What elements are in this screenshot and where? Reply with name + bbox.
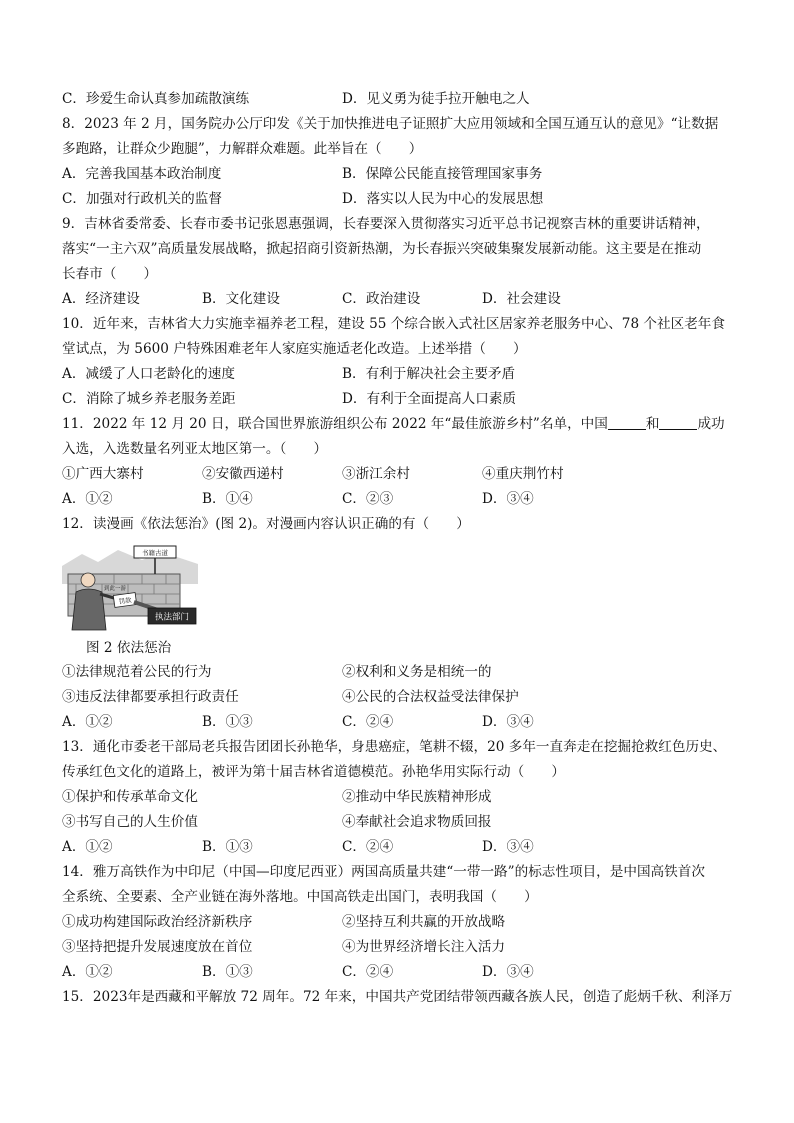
q13-option-b: B．①③ xyxy=(202,839,253,855)
q12-option-a: A．①② xyxy=(62,714,113,730)
q9-stem-line-2: 落实“一主六双”高质量发展战略，掀起招商引资新热潮，为长春振兴突破集聚发展新动能。这主要是在推动 xyxy=(62,241,702,257)
q14-statement-3: ③坚持把提升发展速度放在首位 xyxy=(62,939,253,955)
q8-options-cd xyxy=(62,187,742,212)
q10-option-d: D．有利于全面提高人口素质 xyxy=(342,391,517,407)
q10-stem-line-1: 10．近年来，吉林省大力实施幸福养老工程，建设 55 个综合嵌入式社区居家养老服务中心、78 个社区老年食 xyxy=(62,316,725,332)
q11-option-a: A．①② xyxy=(62,491,113,507)
q13-statement-4: ④奉献社会追求物质回报 xyxy=(342,814,492,830)
q13-options xyxy=(62,835,742,860)
q15-stem-line-1: 15．2023年是西藏和平解放 72 周年。72 年来，中国共产党团结带领西藏各族人民，创造了彪炳千秋、利泽万 xyxy=(62,989,733,1005)
q9-option-a: A．经济建设 xyxy=(62,291,140,307)
q9-stem-line-3: 长春市（ ） xyxy=(62,266,158,282)
cartoon-fine-text: 罚款 xyxy=(118,596,133,606)
q7-option-c: C．珍爱生命认真参加疏散演练 xyxy=(62,91,250,107)
q11-statement-4: ④重庆荆竹村 xyxy=(482,466,564,482)
q14-option-b: B．①③ xyxy=(202,964,253,980)
q12-statement-1: ①法律规范着公民的行为 xyxy=(62,664,212,680)
q14-option-a: A．①② xyxy=(62,964,113,980)
q9-option-d: D．社会建设 xyxy=(482,291,561,307)
q12-option-b: B．①③ xyxy=(202,714,253,730)
q11-options xyxy=(62,487,742,512)
fill-blank xyxy=(608,415,646,430)
q13-option-a: A．①② xyxy=(62,839,113,855)
q12-statement-4: ④公民的合法权益受法律保护 xyxy=(342,689,519,705)
q14-statement-1: ①成功构建国际政治经济新秩序 xyxy=(62,914,253,930)
q8-option-c: C．加强对行政机关的监督 xyxy=(62,191,222,207)
q8-option-d: D．落实以人民为中心的发展思想 xyxy=(342,191,544,207)
q11-stem-text-a: 11．2022 年 12 月 20 日，联合国世界旅游组织公布 2022 年“最佳旅游乡村”名单，中国 xyxy=(62,416,608,432)
q12-statement-3: ③违反法律都要承担行政责任 xyxy=(62,689,239,705)
q12-options xyxy=(62,710,742,735)
q14-statement-4: ④为世界经济增长注入活力 xyxy=(342,939,506,955)
q13-statements-34 xyxy=(62,810,742,835)
q10-options-cd xyxy=(62,387,742,412)
q13-statement-2: ②推动中华民族精神形成 xyxy=(342,789,492,805)
q11-stem-line-1 xyxy=(62,412,742,437)
q14-options xyxy=(62,960,742,985)
q14-statements-12 xyxy=(62,910,742,935)
q14-stem-line-2: 全系统、全要素、全产业链在海外落地。中国高铁走出国门，表明我国（ ） xyxy=(62,889,538,905)
q12-statements-12 xyxy=(62,660,742,685)
q10-option-c: C．消除了城乡养老服务差距 xyxy=(62,391,236,407)
q13-option-d: D．③④ xyxy=(482,839,534,855)
q7-option-d: D．见义勇为徒手拉开触电之人 xyxy=(342,91,530,107)
q8-stem-line-1: 8．2023 年 2 月，国务院办公厅印发《关于加快推进电子证照扩大应用领域和全国互通互认的意见》“让数据 xyxy=(62,116,719,132)
q12-option-c: C．②④ xyxy=(342,714,394,730)
q9-option-c: C．政治建设 xyxy=(342,291,421,307)
cartoon-board-text: 执法部门 xyxy=(154,612,190,623)
cartoon-figure xyxy=(62,544,198,636)
q12-stem-line-1: 12．读漫画《依法惩治》(图 2)。对漫画内容认识正确的有（ ） xyxy=(62,516,470,532)
q8-option-a: A．完善我国基本政治制度 xyxy=(62,166,222,182)
q13-stem-line-1: 13．通化市委老干部局老兵报告团团长孙艳华，身患癌症，笔耕不辍，20 多年一直奔走在挖掘抢救红色历史、 xyxy=(62,739,727,755)
fill-blank xyxy=(659,415,697,430)
cartoon-sign-text: 书籍古道 xyxy=(142,549,168,557)
q7-options-cd xyxy=(62,87,742,112)
q12-statement-2: ②权利和义务是相统一的 xyxy=(342,664,492,680)
cartoon-illustration xyxy=(62,544,198,636)
q14-option-d: D．③④ xyxy=(482,964,534,980)
q13-statement-1: ①保护和传承革命文化 xyxy=(62,789,198,805)
q14-stem-line-1: 14．雅万高铁作为中印尼（中国—印度尼西亚）两国高质量共建“一带一路”的标志性项目，是中国高铁首次 xyxy=(62,864,705,880)
q13-stem-line-2: 传承红色文化的道路上，被评为第十届吉林省道德模范。孙艳华用实际行动（ ） xyxy=(62,764,565,780)
q11-stem-text-b: 和 xyxy=(645,416,660,432)
q10-option-b: B．有利于解决社会主要矛盾 xyxy=(342,366,516,382)
cartoon-graffiti-text: 到此一游 xyxy=(104,586,127,592)
q10-option-a: A．减缓了人口老龄化的速度 xyxy=(62,366,235,382)
q8-option-b: B．保障公民能直接管理国家事务 xyxy=(342,166,543,182)
exam-page xyxy=(62,87,742,1010)
q9-option-b: B．文化建设 xyxy=(202,291,280,307)
q8-options-ab xyxy=(62,162,742,187)
q11-stem-line-2: 入选，入选数量名列亚太地区第一。（ ） xyxy=(62,441,328,457)
q13-option-c: C．②④ xyxy=(342,839,394,855)
q9-stem-line-1: 9．吉林省委常委、长春市委书记张恩惠强调，长春要深入贯彻落实习近平总书记视察吉林的重要讲话精神， xyxy=(62,216,710,232)
figure-caption: 图 2 依法惩治 xyxy=(86,640,172,656)
q11-option-c: C．②③ xyxy=(342,491,394,507)
q11-option-b: B．①④ xyxy=(202,491,253,507)
q10-stem-line-2: 堂试点，为 5600 户特殊困难老年人家庭实施适老化改造。上述举措（ ） xyxy=(62,341,527,357)
q14-statements-34 xyxy=(62,935,742,960)
q12-statements-34 xyxy=(62,685,742,710)
q10-options-ab xyxy=(62,362,742,387)
q11-option-d: D．③④ xyxy=(482,491,534,507)
q11-statement-3: ③浙江余村 xyxy=(342,466,410,482)
q8-stem-line-2: 多跑路，让群众少跑腿”，力解群众难题。此举旨在（ ） xyxy=(62,141,423,157)
q9-options xyxy=(62,287,742,312)
q13-statements-12 xyxy=(62,785,742,810)
q13-statement-3: ③书写自己的人生价值 xyxy=(62,814,198,830)
q11-statements xyxy=(62,462,742,487)
q14-statement-2: ②坚持互利共赢的开放战略 xyxy=(342,914,506,930)
q11-statement-1: ①广西大寨村 xyxy=(62,466,144,482)
q14-option-c: C．②④ xyxy=(342,964,394,980)
q11-stem-text-c: 成功 xyxy=(697,416,725,432)
q12-option-d: D．③④ xyxy=(482,714,534,730)
q11-statement-2: ②安徽西递村 xyxy=(202,466,284,482)
